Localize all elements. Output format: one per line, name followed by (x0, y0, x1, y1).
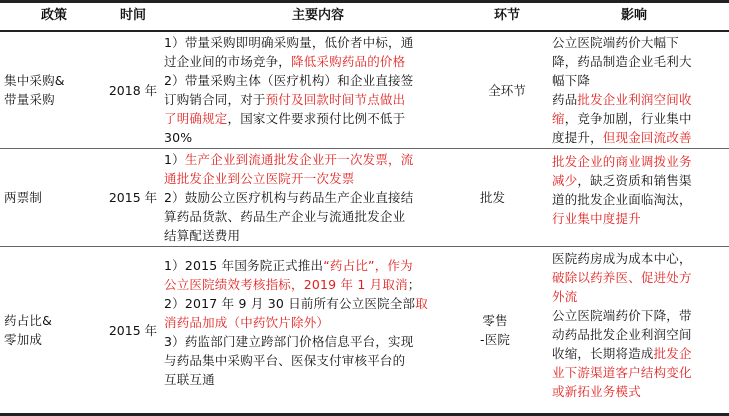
text-line (552, 71, 728, 90)
row3-impact (552, 249, 728, 412)
highlight-text: 预付及回款时间节点做出 (265, 92, 406, 107)
policy-label: 两票制 (4, 190, 43, 205)
text-line (164, 169, 476, 188)
text-line (164, 351, 476, 370)
text-run: 1） (164, 152, 185, 167)
highlight-text: 公立医院绩效考核指标，2019 年 1 月取消 (164, 277, 408, 292)
highlight-text: 减少 (552, 173, 578, 188)
time-value: 2015 年 (108, 190, 158, 205)
text-line (164, 370, 476, 389)
text-run: 结算配送费用 (164, 228, 241, 243)
text-line (164, 33, 476, 52)
policy-label: 药占比& (4, 313, 53, 328)
row3-policy (4, 248, 108, 412)
text-line (552, 33, 728, 52)
text-run: 收缩，长期将造成 (552, 346, 654, 361)
text-run: 算药品货款、药品生产企业与流通批发企业 (164, 209, 406, 224)
row1-impact (552, 33, 728, 147)
row1-policy (4, 33, 108, 147)
text-run: 2）带量采购主体（医疗机构）和企业直接签 (164, 73, 414, 88)
highlight-text: 外流 (552, 289, 578, 304)
row2-content (164, 150, 476, 245)
highlight-text: 批发企 (653, 346, 692, 361)
highlight-text: 消药品加成（中药饮片除外） (164, 315, 330, 330)
policy-label: 集中采购& (4, 73, 65, 88)
row3-time (106, 248, 160, 412)
text-line (164, 188, 476, 207)
text-run: 度提升， (552, 130, 603, 145)
row-divider (0, 148, 729, 149)
text-line (164, 313, 476, 332)
row-divider (0, 246, 729, 247)
text-line (164, 109, 476, 128)
highlight-text: 降低采购药品的价格 (291, 54, 406, 69)
header-policy: 政策 (40, 8, 67, 23)
highlight-text: 行业集中度提升 (552, 211, 641, 226)
highlight-text: 但现金回流改善 (602, 130, 692, 145)
text-line (552, 52, 728, 71)
row1-content (164, 33, 476, 147)
text-run: 幅下降 (552, 73, 591, 88)
table-header-rule (0, 30, 729, 32)
text-run: 1）带量采购即明确采购量，低价者中标，通 (164, 35, 414, 50)
highlight-text: 破除以药养医、促进处方 (552, 270, 692, 285)
text-run: 2）鼓励公立医疗机构与药品生产企业直接结 (164, 190, 414, 205)
text-run: ，缺乏资质和销售渠 (577, 173, 692, 188)
highlight-text: 批发企业的商业调拨业务 (552, 154, 692, 169)
text-run: ； (407, 277, 421, 292)
text-line (164, 207, 476, 226)
text-line (164, 150, 476, 169)
highlight-text: 批发企业利润空间收 (577, 92, 692, 107)
row3-link (480, 248, 538, 412)
highlight-text: 业下游渠道客户结构变化 (552, 365, 692, 380)
text-run: 医院药房成为成本中心， (552, 251, 692, 266)
header-impact: 影响 (620, 8, 647, 23)
highlight-text: 通批发企业到公立医院开一次发票 (164, 171, 355, 186)
text-line (552, 382, 728, 401)
text-line (552, 209, 728, 228)
text-run: 药品 (552, 92, 578, 107)
highlight-text: “药占比”，作为 (323, 258, 413, 273)
text-line (552, 171, 728, 190)
link-value: 批发 (480, 190, 506, 205)
text-line (164, 226, 476, 245)
text-line (552, 152, 728, 171)
text-line (164, 90, 476, 109)
link-value: 全环节 (488, 82, 526, 98)
row2-policy (4, 150, 108, 245)
text-line (552, 268, 728, 287)
link-value: -医院 (480, 332, 511, 347)
text-line (552, 190, 728, 209)
text-run: 30% (164, 130, 193, 145)
text-line (164, 52, 476, 71)
header-content: 主要内容 (291, 8, 344, 23)
highlight-text: 或新拓业务模式 (552, 384, 641, 399)
text-line (552, 249, 728, 268)
table-top-rule (0, 0, 729, 3)
text-run: 3）药监部门建立跨部门价格信息平台，实现 (164, 334, 414, 349)
text-line (552, 344, 728, 363)
text-run: ，竞争加剧，行业集中 (564, 111, 692, 126)
text-run: 公立医院端药价下降，带 (552, 308, 692, 323)
text-line (164, 332, 476, 351)
text-line (552, 325, 728, 344)
text-line (164, 71, 476, 90)
text-line (164, 294, 476, 313)
text-line (552, 90, 728, 109)
policy-label: 零加成 (4, 332, 43, 347)
text-line (164, 256, 476, 275)
time-value: 2018 年 (108, 82, 158, 98)
text-run: 订购销合同，对于 (164, 92, 266, 107)
text-line (552, 128, 728, 147)
text-run: 动药品批发企业利润空间 (552, 327, 692, 342)
text-run: 互联互通 (164, 372, 215, 387)
text-run: 2）2017 年 9 月 30 日前所有公立医院全部 (164, 296, 416, 311)
header-time: 时间 (119, 8, 146, 23)
highlight-text: 取 (415, 296, 428, 311)
row1-time (106, 33, 160, 147)
text-run: 降，药品制造企业毛利大 (552, 54, 692, 69)
text-run: 道的批发企业面临淘汰， (552, 192, 692, 207)
text-line (164, 128, 476, 147)
text-line (552, 306, 728, 325)
text-run: 与药品集中采购平台、医保支付审核平台的 (164, 353, 406, 368)
text-run: 1）2015 年国务院正式推出 (164, 258, 324, 273)
policy-label: 带量采购 (4, 92, 55, 107)
link-value: 零售 (482, 313, 508, 328)
row3-content (164, 256, 476, 412)
row1-link (476, 33, 538, 147)
highlight-text: 缩 (552, 111, 565, 126)
text-run: 公立医院端药价大幅下 (552, 35, 680, 50)
row2-impact (552, 152, 728, 245)
text-line (164, 275, 476, 294)
row2-time (106, 150, 160, 245)
text-line (552, 109, 728, 128)
highlight-text: 生产企业到流通批发企业开一次发票，流 (184, 152, 414, 167)
highlight-text: 了明确规定 (164, 111, 228, 126)
header-link: 环节 (493, 8, 520, 23)
text-run: 过企业间的市场竞争， (164, 54, 292, 69)
text-line (552, 363, 728, 382)
text-line (552, 287, 728, 306)
time-value: 2015 年 (108, 322, 158, 338)
row2-link (480, 150, 538, 245)
text-run: ，国家文件要求预付比例不低于 (227, 111, 406, 126)
